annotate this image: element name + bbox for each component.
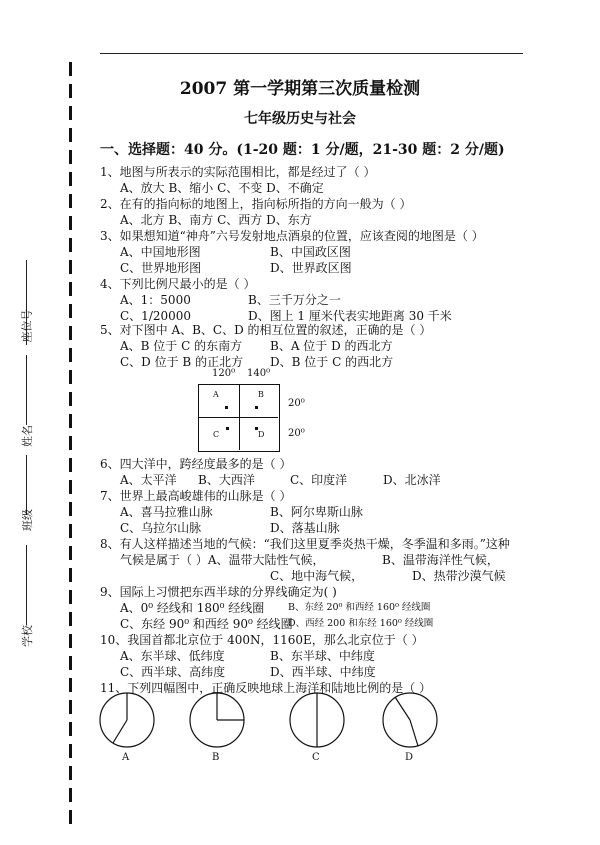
option-9b: B、东经 20⁰ 和西经 160⁰ 经线圈 (288, 602, 431, 613)
grid-cell-a: A (213, 390, 219, 399)
question-4: 4、下列比例尺最小的是（ ） (100, 277, 256, 291)
option-3b: B、中国政区图 (270, 245, 351, 259)
grid-right-label-2: 20⁰ (288, 428, 305, 439)
options-1: A、放大 B、缩小 C、不变 D、不确定 (120, 181, 324, 195)
class-label: 班级 (21, 509, 34, 531)
grid-cell-b: B (258, 390, 264, 399)
pie-label-c: C (312, 752, 320, 763)
question-7: 7、世界上最高峻雄伟的山脉是（ ） (100, 489, 292, 503)
grid-cell-d: D (258, 430, 265, 439)
question-10: 10、我国首都北京位于 400N，1160E，那么北京位于（ ） (100, 633, 424, 647)
pie-label-d: D (405, 752, 414, 763)
question-1: 1、地图与所表示的实际范围相比，都是经过了（ ） (100, 165, 376, 179)
option-6b: B、大西洋 (198, 473, 255, 487)
option-7c: C、乌拉尔山脉 (120, 521, 202, 535)
option-6d: D、北冰洋 (383, 473, 441, 487)
question-8-cont: 气候是属于（ ）A、温带大陆性气候， (120, 553, 325, 567)
seat-label: 座位号 (20, 309, 34, 343)
pie-d-radius-2 (410, 720, 418, 746)
option-5c: C、D 位于 B 的正北方 (120, 355, 244, 369)
option-8c: C、地中海气候， (270, 569, 364, 583)
option-7d: D、落基山脉 (270, 521, 340, 535)
name-label: 姓名 (21, 425, 34, 447)
option-9d: D、西经 200 和东经 160⁰ 经线圈 (288, 618, 434, 629)
option-9c: C、东经 90⁰ 和西经 90⁰ 经线圈 (120, 617, 293, 631)
option-8b: B、温带海洋性气候， (382, 553, 499, 567)
grid-top-label-2: 140⁰ (247, 368, 271, 379)
option-10d: D、西半球、中纬度 (270, 665, 376, 679)
option-10b: B、东半球、中纬度 (270, 649, 375, 663)
option-9a: A、0⁰ 经线和 180⁰ 经线圈 (120, 601, 265, 615)
option-4a: A、1：5000 (120, 293, 191, 307)
grid-top-label-1: 120⁰ (212, 368, 236, 379)
option-4c: C、1/20000 (120, 309, 192, 323)
question-9: 9、国际上习惯把东西半球的分界线确定为( ) (100, 585, 337, 599)
pie-d-radius-1 (395, 697, 410, 720)
option-6a: A、太平洋 (120, 473, 177, 487)
option-8d: D、热带沙漠气候 (412, 569, 506, 583)
option-7b: B、阿尔卑斯山脉 (270, 505, 363, 519)
option-5d: D、B 位于 C 的西北方 (270, 355, 394, 369)
question-2: 2、在有的指向标的地图上，指向标所指的方向一般为（ ） (100, 197, 412, 211)
option-6c: C、印度洋 (290, 473, 348, 487)
options-2: A、北方 B、南方 C、西方 D、东方 (120, 213, 312, 227)
grid-right-label-1: 20⁰ (288, 398, 305, 409)
question-5: 5、对下图中 A、B、C、D 的相互位置的叙述，正确的是（ ） (100, 323, 432, 337)
option-3c: C、世界地形图 (120, 261, 202, 275)
page-title: 2007 第一学期第三次质量检测 (179, 79, 421, 99)
option-5a: A、B 位于 C 的东南方 (120, 339, 243, 353)
school-label: 学校 (21, 625, 34, 647)
option-7a: A、喜马拉雅山脉 (120, 505, 213, 519)
option-3d: D、世界政区图 (270, 261, 352, 275)
option-4b: B、三千万分之一 (248, 293, 341, 307)
option-10a: A、东半球、低纬度 (120, 649, 225, 663)
page-subtitle: 七年级历史与社会 (244, 111, 356, 127)
section-heading: 一、选择题：40 分。(1-20 题：1 分/题，21-30 题：2 分/题) (100, 142, 505, 158)
pie-a-radius-2 (113, 720, 127, 743)
question-8: 8、有人这样描述当地的气候：“我们这里夏季炎热干燥，冬季温和多雨。”这种 (100, 537, 510, 551)
option-4d: D、图上 1 厘米代表实地距离 30 千米 (248, 309, 452, 323)
question-11: 11、下列四幅图中，正确反映地球上海洋和陆地比例的是（ ） (100, 681, 432, 695)
question-3: 3、如果想知道“神舟”六号发射地点酒泉的位置，应该查阅的地图是（ ） (100, 229, 484, 243)
option-5b: B、A 位于 D 的西北方 (270, 339, 393, 353)
option-10c: C、西半球、高纬度 (120, 665, 226, 679)
grid-cell-c: C (213, 430, 220, 439)
pie-label-b: B (212, 752, 220, 763)
pie-label-a: A (122, 752, 130, 763)
question-6: 6、四大洋中，跨经度最多的是（ ） (100, 457, 292, 471)
option-3a: A、中国地形图 (120, 245, 201, 259)
